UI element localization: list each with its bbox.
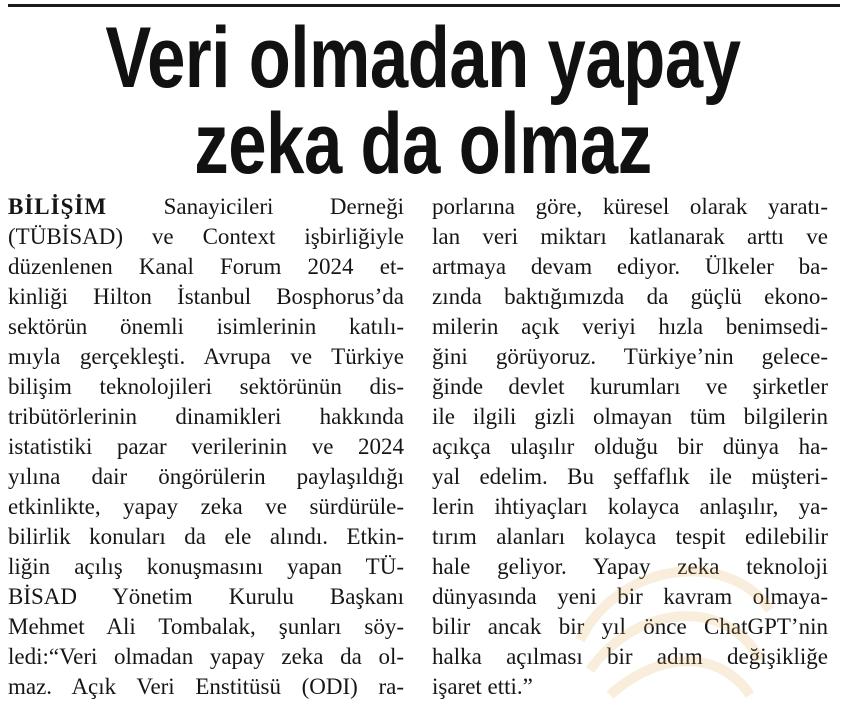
text-line: tribütörlerinin dinamikleri hakkında — [8, 404, 404, 429]
text-line: mıyla gerçekleşti. Avrupa ve Türkiye — [8, 344, 404, 369]
text-line: ledi:“Veri olmadan yapay zeka da ol- — [8, 644, 404, 669]
text-line: halka açılması bir adım değişikliğe — [432, 644, 828, 669]
text-line: artmaya devam ediyor. Ülkeler ba- — [432, 254, 828, 279]
text-line: kinliği Hilton İstanbul Bosphorus’da — [8, 284, 404, 309]
text-line: ğinde devlet kurumları ve şirketler — [432, 374, 828, 399]
text-line-rest: Sanayicileri Derneği — [107, 194, 404, 219]
text-line: (TÜBİSAD) ve Context işbirliğiyle — [8, 224, 404, 249]
text-line: etkinlikte, yapay zeka ve sürdürüle- — [8, 494, 404, 519]
text-line: milerin açık veriyi hızla benimsedi- — [432, 314, 828, 339]
article-left-column — [8, 192, 404, 702]
text-line: düzenlenen Kanal Forum 2024 et- — [8, 254, 404, 279]
text-line: açıkça ulaşılır olduğu bir dünya ha- — [432, 434, 828, 459]
text-line: bilir ancak bir yıl önce ChatGPT’nin — [432, 614, 828, 639]
top-rule — [8, 4, 840, 7]
lead-word: BİLİŞİM — [8, 194, 108, 219]
text-line: dünyasında yeni bir kavram olmaya- — [432, 584, 828, 609]
text-line: yılına dair öngörülerin paylaşıldığı — [8, 464, 404, 489]
text-line: liğin açılış konuşmasını yapan TÜ- — [8, 554, 404, 579]
headline-line-2: zeka da olmaz — [194, 96, 652, 192]
text-line — [8, 192, 404, 222]
text-line: bilirlik konuları da ele alındı. Etkin- — [8, 524, 404, 549]
text-line: ğini görüyoruz. Türkiye’nin gelece- — [432, 344, 828, 369]
text-line: ile ilgili gizli olmayan tüm bilgilerin — [432, 404, 828, 429]
text-line: işaret etti.” — [432, 674, 533, 699]
text-line: yal edelim. Bu şeffaflık ile müşteri- — [432, 464, 828, 489]
text-line: istatistiki pazar verilerinin ve 2024 — [8, 434, 404, 459]
text-line: maz. Açık Veri Enstitüsü (ODI) ra- — [8, 674, 404, 699]
text-line: tırım alanları kolayca tespit edilebilir — [432, 524, 828, 549]
text-line: lerin ihtiyaçları kolayca anlaşılır, ya- — [432, 494, 828, 519]
text-line: lan veri miktarı katlanarak arttı ve — [432, 224, 828, 249]
text-line: zında baktığımızda da güçlü ekono- — [432, 284, 828, 309]
text-line: hale geliyor. Yapay zeka teknoloji — [432, 554, 828, 579]
text-line: porlarına göre, küresel olarak yaratı- — [432, 194, 828, 219]
text-line: Mehmet Ali Tombalak, şunları söy- — [8, 614, 404, 639]
headline-line-1: Veri olmadan yapay — [105, 10, 741, 106]
text-line: bilişim teknolojileri sektörünün dis- — [8, 374, 404, 399]
article-right-column — [432, 192, 828, 702]
text-line: sektörün önemli isimlerinin katılı- — [8, 314, 404, 339]
text-line: BİSAD Yönetim Kurulu Başkanı — [8, 584, 404, 609]
